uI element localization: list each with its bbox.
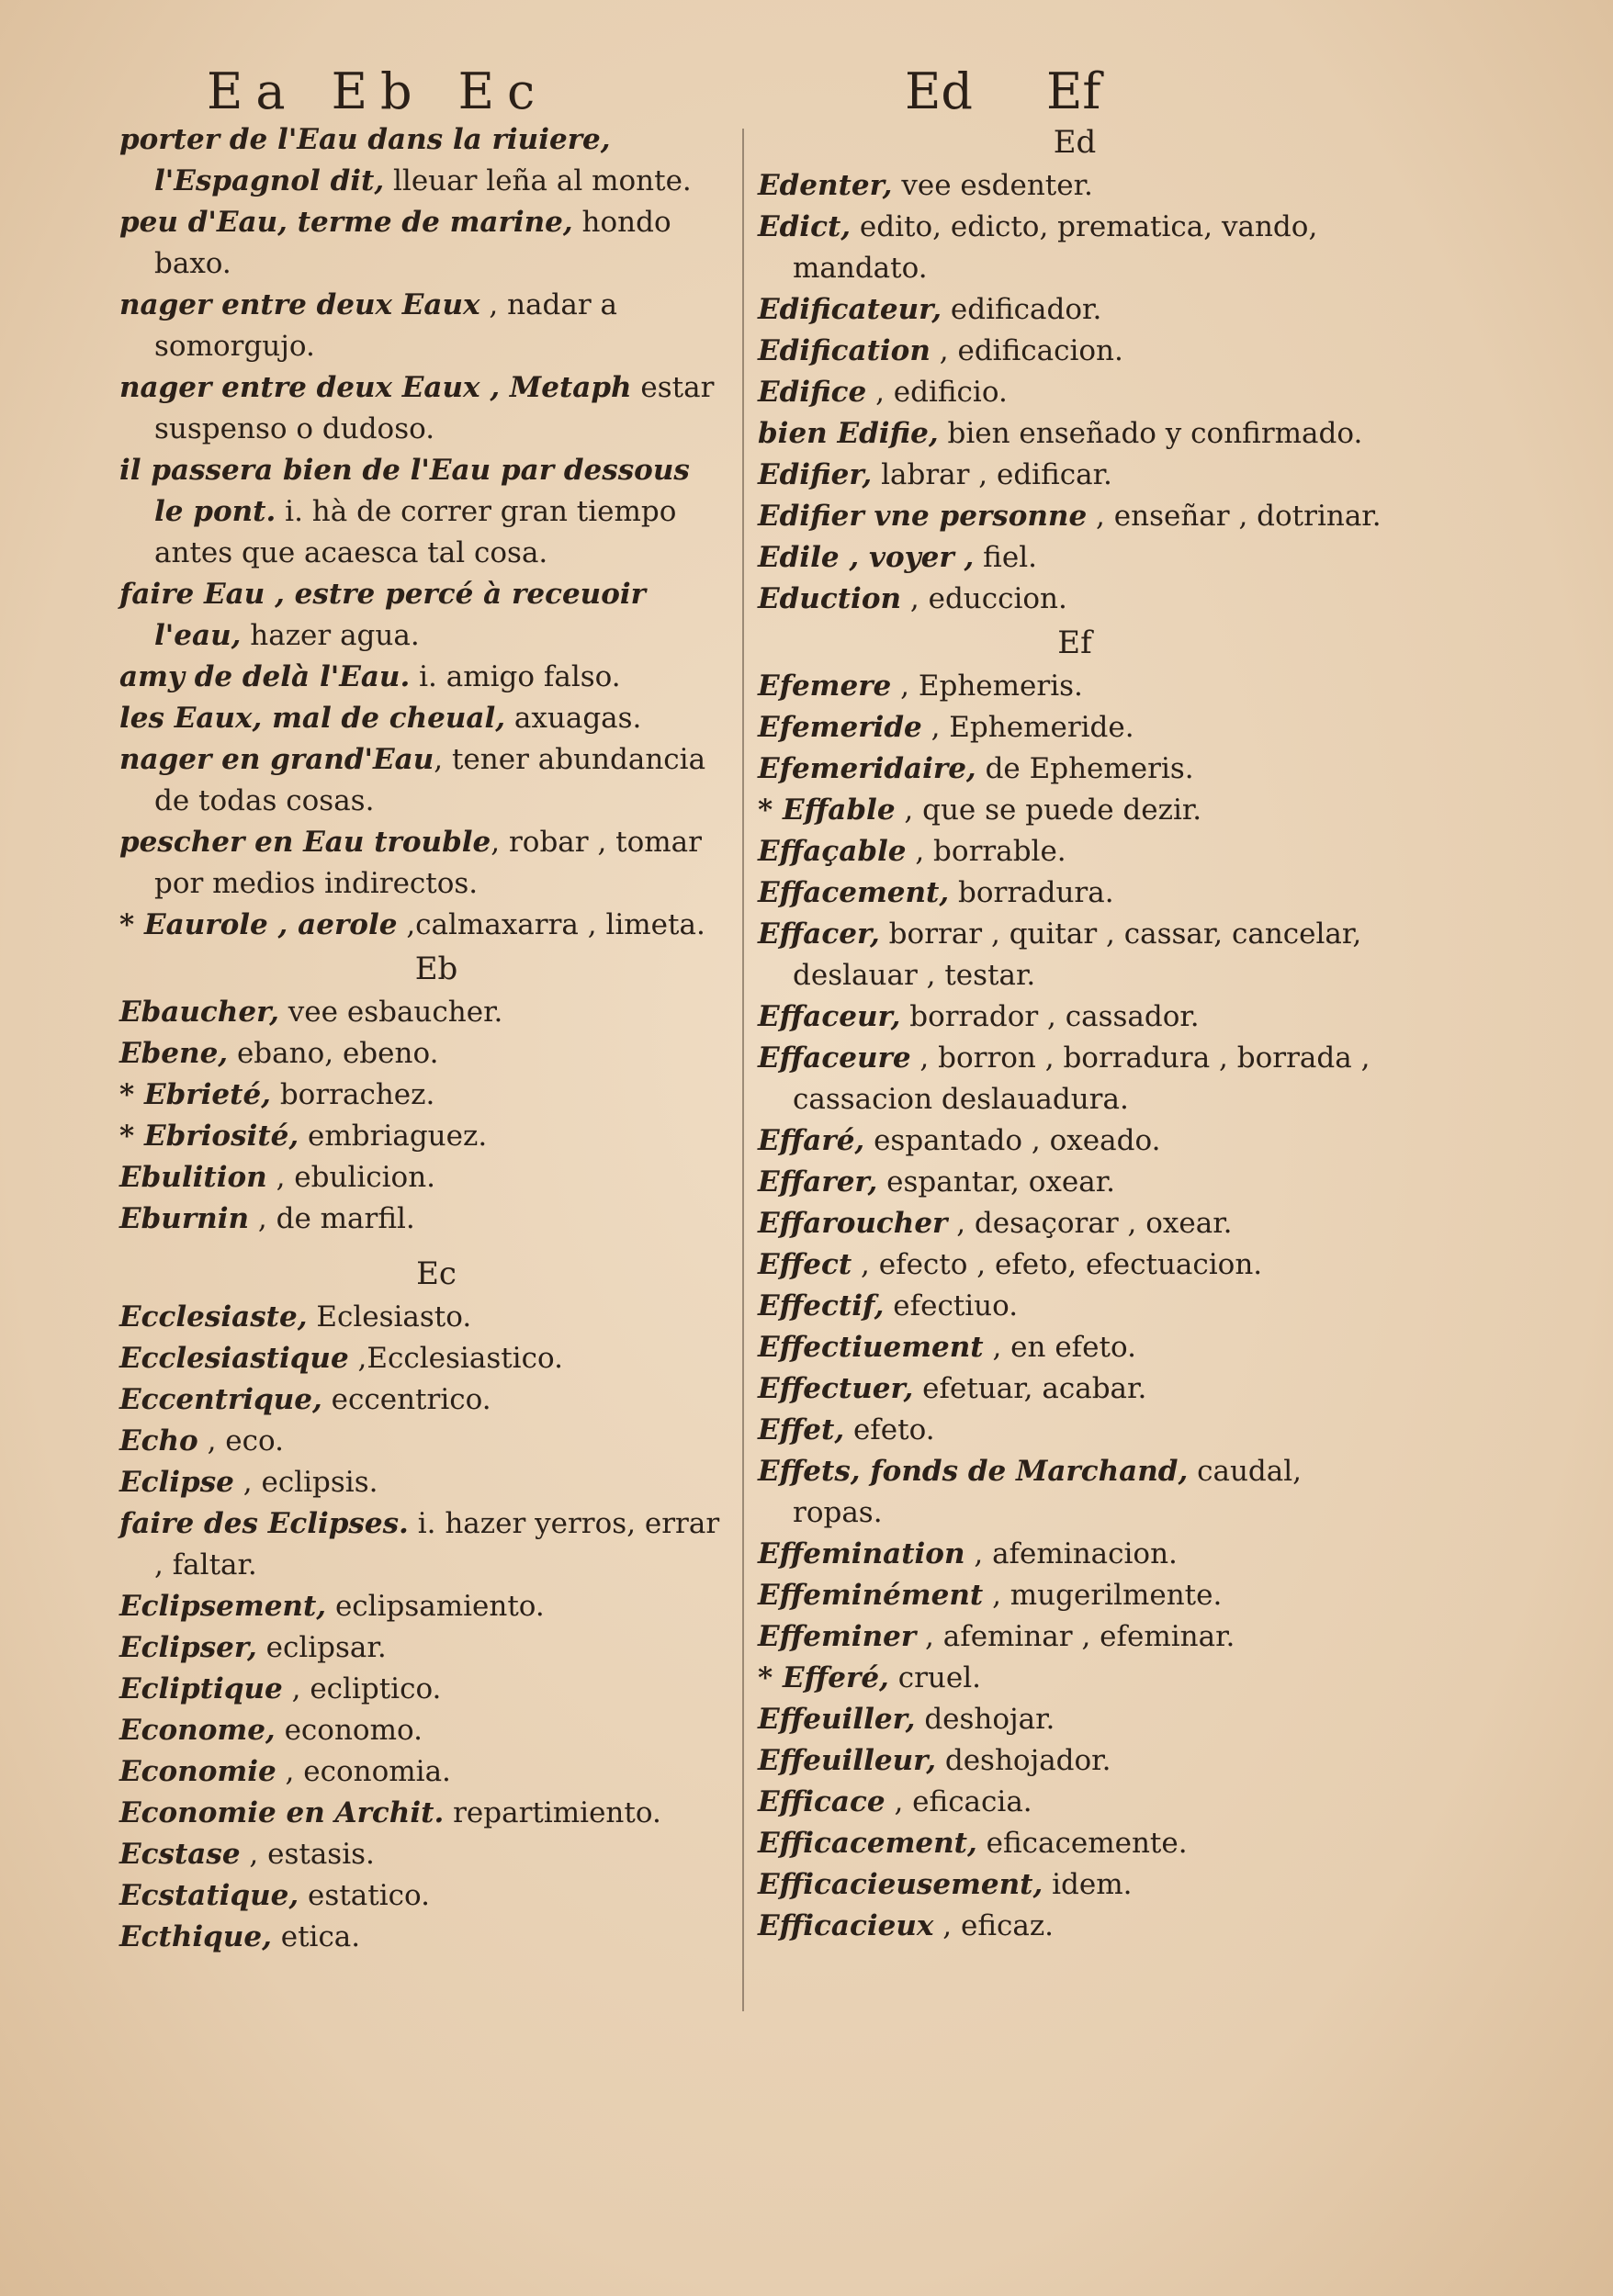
dictionary-entry bbox=[119, 450, 726, 574]
entry-definition: vee esdenter. bbox=[892, 169, 1093, 202]
entry-headword: Edifier vne personne bbox=[758, 500, 1088, 533]
entry-headword: Effets, fonds de Marchand, bbox=[758, 1455, 1189, 1488]
dictionary-entry bbox=[119, 1710, 726, 1751]
entry-definition: , tener abundancia de todas cosas. bbox=[154, 743, 706, 817]
entry-headword: Ecstatique, bbox=[119, 1879, 299, 1912]
entry-headword: Effeminément bbox=[758, 1579, 984, 1612]
dictionary-entry bbox=[119, 657, 726, 698]
entry-definition: i. amigo falso. bbox=[410, 660, 621, 693]
header-right bbox=[905, 62, 1100, 120]
section-heading: Ef bbox=[1057, 625, 1092, 661]
entry-headword: * Ebrieté, bbox=[119, 1078, 271, 1111]
entry-definition: estar suspenso o dudoso. bbox=[154, 371, 715, 445]
entry-definition: cruel. bbox=[888, 1661, 981, 1694]
entry-headword: pescher en Eau trouble bbox=[119, 826, 491, 859]
dictionary-entry bbox=[758, 1740, 1392, 1782]
dictionary-entry bbox=[758, 831, 1392, 872]
entry-definition: ,Ecclesiastico. bbox=[348, 1342, 563, 1375]
entry-definition: axuagas. bbox=[505, 702, 642, 735]
dictionary-entry bbox=[758, 996, 1392, 1038]
entry-definition: , educcion. bbox=[901, 582, 1067, 615]
dictionary-entry bbox=[758, 289, 1392, 331]
dictionary-entry bbox=[758, 1699, 1392, 1740]
dictionary-entry bbox=[119, 1503, 726, 1586]
dictionary-entry bbox=[119, 119, 726, 202]
entry-headword: Ecclesiaste, bbox=[119, 1300, 308, 1334]
dictionary-entry bbox=[758, 707, 1392, 748]
dictionary-entry bbox=[119, 1751, 726, 1793]
dictionary-entry bbox=[119, 698, 726, 739]
entry-definition: borrador , cassador. bbox=[900, 1000, 1200, 1033]
entry-definition: , eficaz. bbox=[933, 1909, 1055, 1942]
dictionary-entry bbox=[758, 1782, 1392, 1823]
entry-headword: Effemination bbox=[758, 1537, 965, 1570]
entry-definition: eccentrico. bbox=[321, 1383, 491, 1416]
entry-definition: , afeminar , efeminar. bbox=[916, 1620, 1235, 1653]
entry-headword: Edile , voyer , bbox=[758, 541, 975, 574]
entry-headword: Efemeridaire, bbox=[758, 752, 976, 785]
entry-definition: de Ephemeris. bbox=[976, 752, 1194, 785]
entry-headword: Effeuilleur, bbox=[758, 1744, 936, 1777]
entry-definition: , efecto , efeto, efectuacion. bbox=[852, 1248, 1263, 1281]
entry-definition: edificador. bbox=[942, 293, 1102, 326]
entry-definition: , borron , borradura , borrada , cassacion deslauadura. bbox=[793, 1041, 1370, 1116]
dictionary-entry bbox=[119, 285, 726, 367]
dictionary-entry bbox=[758, 1864, 1392, 1906]
dictionary-entry bbox=[119, 1793, 726, 1834]
entry-headword: Effectuer, bbox=[758, 1372, 914, 1405]
dictionary-entry bbox=[758, 872, 1392, 914]
dictionary-entry bbox=[119, 822, 726, 905]
dictionary-entry bbox=[119, 367, 726, 450]
entry-definition: efetuar, acabar. bbox=[913, 1372, 1147, 1405]
entry-headword: bien Edifie, bbox=[758, 417, 939, 450]
dictionary-entry bbox=[119, 574, 726, 657]
dictionary-entry bbox=[758, 207, 1392, 289]
entry-headword: Effectiuement bbox=[758, 1331, 984, 1364]
entry-definition: ebano, ebeno. bbox=[228, 1037, 439, 1070]
dictionary-entry bbox=[119, 1917, 726, 1958]
dictionary-entry bbox=[758, 790, 1392, 831]
entry-definition: , ecliptico. bbox=[282, 1672, 442, 1705]
entry-definition: caudal, ropas. bbox=[793, 1455, 1303, 1529]
entry-headword: Efemeride bbox=[758, 711, 922, 744]
dictionary-entry bbox=[119, 1338, 726, 1379]
entry-definition: , que se puede dezir. bbox=[895, 793, 1202, 827]
dictionary-entry bbox=[758, 1368, 1392, 1410]
entry-headword: il passera bien de l'Eau par dessous le pont. bbox=[119, 454, 690, 528]
dictionary-entry bbox=[119, 1075, 726, 1116]
entry-definition: labrar , edificar. bbox=[872, 458, 1112, 491]
entry-headword: Effet, bbox=[758, 1413, 845, 1446]
entry-definition: , en efeto. bbox=[983, 1331, 1136, 1364]
entry-definition: economo. bbox=[275, 1714, 423, 1747]
entry-headword: Ebaucher, bbox=[119, 996, 279, 1029]
entry-headword: * Efferé, bbox=[758, 1661, 889, 1694]
dictionary-entry bbox=[758, 1244, 1392, 1286]
entry-headword: Effectif, bbox=[758, 1289, 885, 1322]
entry-definition: edito, edicto, prematica, vando, mandato. bbox=[793, 210, 1318, 285]
entry-definition: espantado , oxeado. bbox=[864, 1124, 1161, 1157]
entry-headword: Efficacieux bbox=[758, 1909, 934, 1942]
dictionary-entry bbox=[758, 1616, 1392, 1658]
entry-headword: faire des Eclipses. bbox=[119, 1507, 409, 1540]
dictionary-entry bbox=[758, 1286, 1392, 1327]
entry-headword: Echo bbox=[119, 1424, 198, 1458]
entry-headword: peu d'Eau, terme de marine, bbox=[119, 206, 573, 239]
entry-definition: eclipsamiento. bbox=[326, 1590, 545, 1623]
entry-definition: hazer agua. bbox=[241, 619, 420, 652]
entry-headword: Edifier, bbox=[758, 458, 873, 491]
section-heading: Ec bbox=[416, 1255, 457, 1292]
entry-definition: , economia. bbox=[276, 1755, 451, 1788]
entry-headword: amy de delà l'Eau. bbox=[119, 660, 411, 693]
entry-definition: repartimiento. bbox=[444, 1796, 661, 1829]
entry-definition: eclipsar. bbox=[256, 1631, 387, 1664]
entry-headword: Effaré, bbox=[758, 1124, 865, 1157]
entry-headword: nager en grand'Eau bbox=[119, 743, 434, 776]
entry-definition: eficacemente. bbox=[976, 1827, 1188, 1860]
dictionary-entry bbox=[758, 1162, 1392, 1203]
entry-definition: lleuar leña al monte. bbox=[384, 164, 692, 197]
entry-headword: porter de l'Eau dans la riuiere, l'Espagnol dit, bbox=[119, 123, 611, 197]
entry-definition: , de marfil. bbox=[249, 1202, 415, 1235]
header-right-ef: Ef bbox=[1046, 62, 1101, 120]
dictionary-entry bbox=[758, 1534, 1392, 1575]
dictionary-entry bbox=[119, 1421, 726, 1462]
section-heading: Ed bbox=[1053, 124, 1097, 161]
dictionary-entry bbox=[758, 579, 1392, 620]
entry-definition: , nadar a somorgujo. bbox=[154, 288, 618, 363]
dictionary-entry bbox=[119, 1627, 726, 1669]
dictionary-entry bbox=[119, 1157, 726, 1199]
entry-headword: Effaceur, bbox=[758, 1000, 901, 1033]
entry-headword: Efficacement, bbox=[758, 1827, 977, 1860]
dictionary-entry bbox=[758, 1575, 1392, 1616]
entry-headword: * Eaurole , aerole bbox=[119, 908, 398, 941]
entry-definition: efeto. bbox=[844, 1413, 935, 1446]
dictionary-entry bbox=[119, 1199, 726, 1240]
entry-definition: borrar , quitar , cassar, cancelar, deslauar , testar. bbox=[793, 917, 1362, 992]
entry-definition: , edificacion. bbox=[930, 334, 1123, 367]
dictionary-entry bbox=[758, 1327, 1392, 1368]
entry-headword: Effeuiller, bbox=[758, 1703, 916, 1736]
entry-headword: Ecliptique bbox=[119, 1672, 283, 1705]
column-divider bbox=[742, 129, 744, 2011]
entry-definition: idem. bbox=[1043, 1868, 1133, 1901]
entry-definition: Eclesiasto. bbox=[307, 1300, 472, 1334]
entry-headword: Edenter, bbox=[758, 169, 893, 202]
entry-definition: estatico. bbox=[299, 1879, 430, 1912]
entry-headword: Ecclesiastique bbox=[119, 1342, 349, 1375]
header-left-ea: Ea bbox=[207, 62, 299, 120]
page-header bbox=[0, 62, 1613, 127]
entry-definition: , afeminacion. bbox=[964, 1537, 1178, 1570]
entry-headword: Ecthique, bbox=[119, 1920, 272, 1953]
header-right-ed: Ed bbox=[905, 62, 973, 120]
entry-headword: Edification bbox=[758, 334, 931, 367]
entry-headword: Econome, bbox=[119, 1714, 276, 1747]
dictionary-entry bbox=[758, 496, 1392, 537]
header-left-eb: Eb bbox=[331, 62, 425, 120]
entry-definition: , desaçorar , oxear. bbox=[947, 1207, 1233, 1240]
entry-definition: ,calmaxarra , limeta. bbox=[397, 908, 705, 941]
dictionary-entry bbox=[119, 1297, 726, 1338]
dictionary-entry bbox=[119, 1875, 726, 1917]
dictionary-entry bbox=[119, 1462, 726, 1503]
section-heading: Eb bbox=[414, 951, 458, 987]
dictionary-entry bbox=[758, 1038, 1392, 1120]
dictionary-entry bbox=[758, 537, 1392, 579]
entry-definition: deshojar. bbox=[915, 1703, 1055, 1736]
entry-definition: , eco. bbox=[197, 1424, 284, 1458]
entry-definition: , Ephemeride. bbox=[921, 711, 1134, 744]
header-left bbox=[207, 62, 547, 120]
entry-headword: * Effable bbox=[758, 793, 896, 827]
dictionary-entry bbox=[758, 413, 1392, 455]
dictionary-entry bbox=[758, 1906, 1392, 1947]
entry-headword: Effect bbox=[758, 1248, 852, 1281]
dictionary-entry bbox=[758, 331, 1392, 372]
entry-headword: Effaceure bbox=[758, 1041, 911, 1075]
dictionary-entry bbox=[119, 1669, 726, 1710]
dictionary-entry bbox=[119, 739, 726, 822]
dictionary-entry bbox=[758, 914, 1392, 996]
entry-headword: Effaçable bbox=[758, 835, 907, 868]
entry-headword: Eclipsement, bbox=[119, 1590, 327, 1623]
dictionary-entry bbox=[119, 992, 726, 1033]
entry-headword: Eclipser, bbox=[119, 1631, 257, 1664]
entry-headword: Economie en Archit. bbox=[119, 1796, 445, 1829]
entry-headword: Ebene, bbox=[119, 1037, 229, 1070]
entry-definition: borrachez. bbox=[270, 1078, 435, 1111]
entry-definition: deshojador. bbox=[936, 1744, 1111, 1777]
entry-headword: Effeminer bbox=[758, 1620, 917, 1653]
entry-definition: bien enseñado y confirmado. bbox=[938, 417, 1363, 450]
dictionary-entry bbox=[758, 748, 1392, 790]
entry-definition: , eficacia. bbox=[885, 1785, 1032, 1818]
dictionary-entry bbox=[119, 1834, 726, 1875]
entry-headword: Efemere bbox=[758, 670, 892, 703]
entry-headword: Edifice bbox=[758, 376, 867, 409]
entry-headword: Efficace bbox=[758, 1785, 885, 1818]
entry-definition: , Ephemeris. bbox=[891, 670, 1083, 703]
entry-headword: * Ebriosité, bbox=[119, 1120, 299, 1153]
entry-headword: Eduction bbox=[758, 582, 902, 615]
entry-headword: Effaroucher bbox=[758, 1207, 948, 1240]
entry-headword: Efficacieusement, bbox=[758, 1868, 1043, 1901]
entry-definition: i. hà de correr gran tiempo antes que acaesca tal cosa. bbox=[154, 495, 677, 569]
entry-definition: , borrable. bbox=[906, 835, 1066, 868]
entry-definition: , ebulicion. bbox=[266, 1161, 436, 1194]
entry-definition: fiel. bbox=[974, 541, 1037, 574]
entry-definition: , mugerilmente. bbox=[983, 1579, 1223, 1612]
entry-definition: borradura. bbox=[949, 876, 1114, 909]
entry-definition: vee esbaucher. bbox=[278, 996, 503, 1029]
dictionary-entry bbox=[758, 165, 1392, 207]
entry-definition: , eclipsis. bbox=[233, 1466, 378, 1499]
entry-headword: Effacer, bbox=[758, 917, 880, 951]
entry-headword: les Eaux, mal de cheual, bbox=[119, 702, 506, 735]
dictionary-entry bbox=[119, 1116, 726, 1157]
entry-definition: i. hazer yerros, errar , faltar. bbox=[154, 1507, 720, 1581]
dictionary-entry bbox=[758, 455, 1392, 496]
dictionary-entry bbox=[758, 1120, 1392, 1162]
entry-definition: espantar, oxear. bbox=[877, 1165, 1115, 1199]
dictionary-entry bbox=[758, 1658, 1392, 1699]
entry-definition: hondo baxo. bbox=[154, 206, 671, 280]
dictionary-entry bbox=[758, 1410, 1392, 1451]
dictionary-entry bbox=[119, 1586, 726, 1627]
header-left-ec: Ec bbox=[457, 62, 548, 120]
entry-headword: Effarer, bbox=[758, 1165, 878, 1199]
entry-headword: faire Eau , estre percé à receuoir l'eau, bbox=[119, 578, 647, 652]
entry-headword: Edificateur, bbox=[758, 293, 942, 326]
entry-headword: nager entre deux Eaux , Metaph bbox=[119, 371, 632, 404]
dictionary-entry bbox=[758, 1203, 1392, 1244]
entry-definition: , edificio. bbox=[866, 376, 1008, 409]
entry-definition: efectiuo. bbox=[884, 1289, 1019, 1322]
left-column bbox=[119, 119, 726, 1958]
entry-definition: etica. bbox=[271, 1920, 361, 1953]
entry-definition: , enseñar , dotrinar. bbox=[1087, 500, 1382, 533]
entry-headword: nager entre deux Eaux bbox=[119, 288, 480, 321]
dictionary-entry bbox=[119, 905, 726, 946]
right-column bbox=[758, 119, 1392, 1947]
entry-definition: , estasis. bbox=[240, 1838, 375, 1871]
entry-headword: Edict, bbox=[758, 210, 852, 243]
entry-definition: , robar , tomar por medios indirectos. bbox=[154, 826, 702, 900]
dictionary-entry bbox=[758, 1823, 1392, 1864]
dictionary-entry bbox=[119, 1379, 726, 1421]
entry-headword: Eccentrique, bbox=[119, 1383, 322, 1416]
dictionary-entry bbox=[758, 1451, 1392, 1534]
dictionary-entry bbox=[119, 202, 726, 285]
entry-headword: Eburnin bbox=[119, 1202, 250, 1235]
dictionary-entry bbox=[758, 666, 1392, 707]
entry-headword: Ebulition bbox=[119, 1161, 267, 1194]
entry-headword: Ecstase bbox=[119, 1838, 241, 1871]
dictionary-entry bbox=[119, 1033, 726, 1075]
entry-headword: Economie bbox=[119, 1755, 276, 1788]
entry-headword: Eclipse bbox=[119, 1466, 234, 1499]
entry-definition: embriaguez. bbox=[299, 1120, 488, 1153]
entry-headword: Effacement, bbox=[758, 876, 950, 909]
dictionary-entry bbox=[758, 372, 1392, 413]
